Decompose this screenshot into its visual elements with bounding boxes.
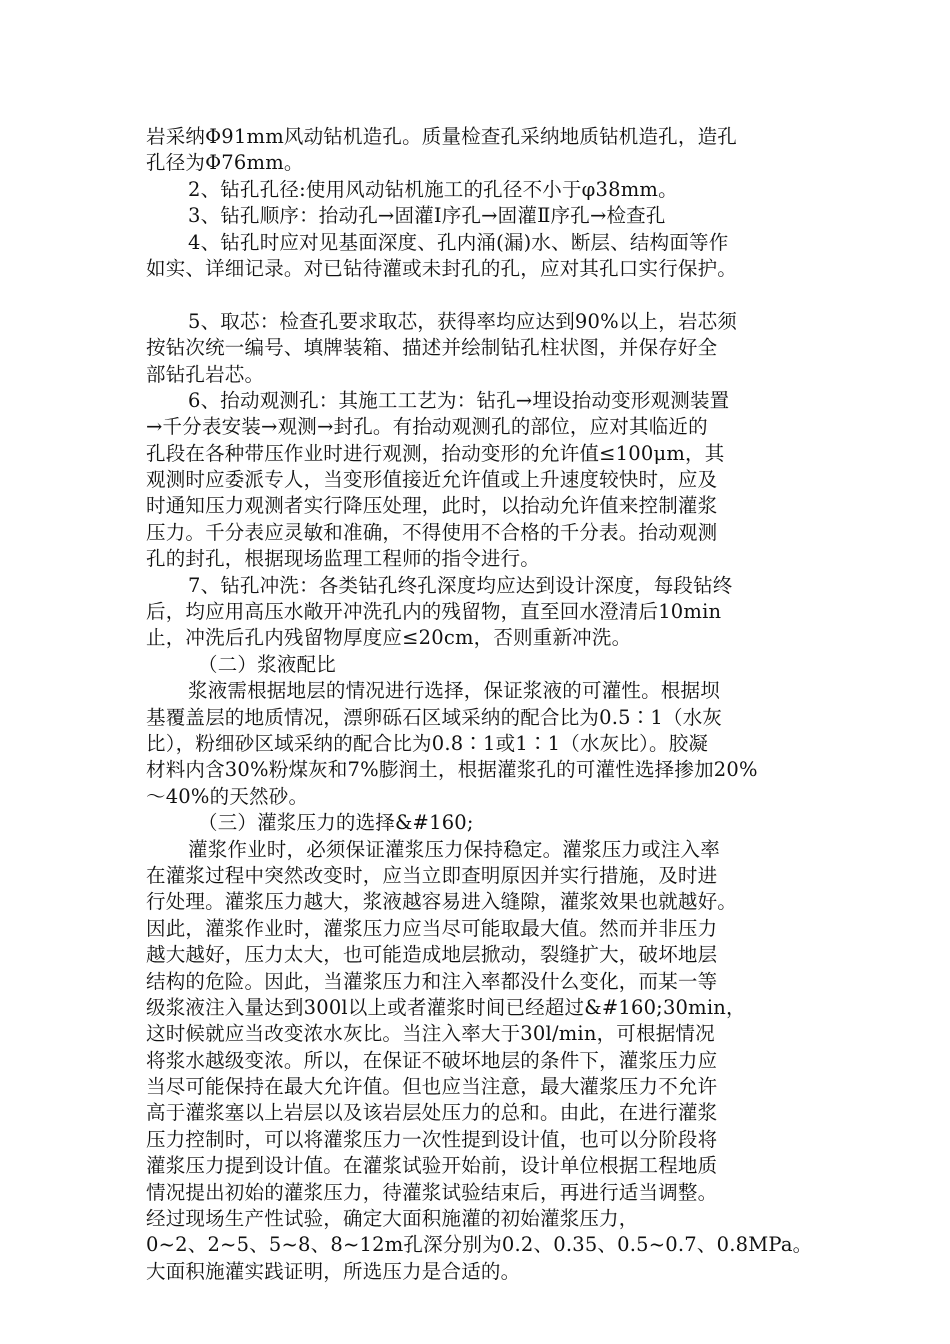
section-heading: （二）浆液配比 (198, 652, 336, 676)
body-text-line: 观测时应委派专人，当变形值接近允许值或上升速度较快时，应及 (146, 468, 718, 492)
body-text-line: 高于灌浆塞以上岩层以及该岩层处压力的总和。由此，在进行灌浆 (146, 1101, 718, 1125)
body-text-line: 级浆液注入量达到300l以上或者灌浆时间已经超过&#160;30min， (146, 995, 746, 1019)
body-text-line: 压力。千分表应灵敏和准确，不得使用不合格的千分表。抬动观测 (146, 520, 718, 544)
body-text-line: 材料内含30%粉煤灰和7%膨润土，根据灌浆孔的可灌性选择掺加20% (146, 758, 758, 782)
body-text-line: 大面积施灌实践证明，所选压力是合适的。 (146, 1259, 521, 1283)
body-text-line: →千分表安装→观测→封孔。有抬动观测孔的部位，应对其临近的 (146, 415, 708, 439)
body-text-line: 情况提出初始的灌浆压力，待灌浆试验结束后，再进行适当调整。 (146, 1180, 718, 1204)
blank-line (146, 282, 810, 308)
body-text-line: 孔径为Φ76mm。 (146, 151, 304, 175)
body-text-line: 行处理。灌浆压力越大，浆液越容易进入缝隙，灌浆效果也就越好。 (146, 890, 738, 914)
body-text-line: 6、抬动观测孔：其施工工艺为：钻孔→埋设抬动变形观测装置 (188, 388, 730, 412)
body-text-line: 4、钻孔时应对见基面深度、孔内涌(漏)水、断层、结构面等作 (188, 230, 729, 254)
body-text-line: 如实、详细记录。对已钻待灌或未封孔的孔，应对其孔口实行保护。 (146, 256, 738, 280)
body-text-line: 基覆盖层的地质情况，漂卵砾石区域采纳的配合比为0.5∶1（水灰 (146, 705, 723, 729)
body-text-line: 3、钻孔顺序：抬动孔→固灌Ⅰ序孔→固灌Ⅱ序孔→检查孔 (188, 204, 666, 228)
body-text-line: ～40%的天然砂。 (146, 784, 309, 808)
section-heading: （三）灌浆压力的选择&#160; (198, 811, 474, 835)
body-text-line: 因此，灌浆作业时，灌浆压力应当尽可能取最大值。然而并非压力 (146, 916, 718, 940)
body-text-line: 灌浆压力提到设计值。在灌浆试验开始前，设计单位根据工程地质 (146, 1154, 718, 1178)
body-text-line: 这时候就应当改变浓水灰比。当注入率大于30l/min，可根据情况 (146, 1022, 715, 1046)
body-text-line: 孔的封孔，根据现场监理工程师的指令进行。 (146, 547, 541, 571)
body-text-line: 比），粉细砂区域采纳的配合比为0.8∶1或1∶1（水灰比）。胶凝 (146, 731, 709, 755)
body-text-line: 0~2、2~5、5~8、8~12m孔深分别为0.2、0.35、0.5~0.7、0.8MPa。 (146, 1233, 813, 1257)
body-text-line: 止，冲洗后孔内残留物厚度应≤20cm，否则重新冲洗。 (146, 626, 632, 650)
body-text-line: 越大越好，压力太大，也可能造成地层掀动，裂缝扩大，破坏地层 (146, 943, 718, 967)
body-text-line: 7、钻孔冲洗：各类钻孔终孔深度均应达到设计深度，每段钻终 (188, 573, 733, 597)
body-text-line: 当尽可能保持在最大允许值。但也应当注意，最大灌浆压力不允许 (146, 1075, 718, 1099)
body-text-line: 5、取芯：检查孔要求取芯，获得率均应达到90%以上，岩芯须 (188, 309, 738, 333)
body-text-line: 在灌浆过程中突然改变时，应当立即查明原因并实行措施，及时进 (146, 863, 718, 887)
body-text-line: 2、钻孔孔径:使用风动钻机施工的孔径不小于φ38mm。 (188, 177, 678, 201)
body-text-line: 浆液需根据地层的情况进行选择，保证浆液的可灌性。根据坝 (188, 679, 720, 703)
body-text-line: 经过现场生产性试验，确定大面积施灌的初始灌浆压力， (146, 1207, 639, 1231)
body-text-line: 结构的危险。因此，当灌浆压力和注入率都没什么变化，而某一等 (146, 969, 718, 993)
body-text-line: 将浆水越级变浓。所以，在保证不破坏地层的条件下，灌浆压力应 (146, 1048, 718, 1072)
body-text-line: 后，均应用高压水敞开冲洗孔内的残留物，直至回水澄清后10min (146, 600, 722, 624)
body-text-line: 按钻次统一编号、填牌装箱、描述并绘制钻孔柱状图，并保存好全 (146, 336, 718, 360)
body-text-line: 孔段在各种带压作业时进行观测，抬动变形的允许值≤100μm，其 (146, 441, 725, 465)
body-text-line: 部钻孔岩芯。 (146, 362, 265, 386)
document-page (146, 124, 813, 1285)
body-text-line: 岩采纳Φ91mm风动钻机造孔。质量检查孔采纳地质钻机造孔，造孔 (146, 125, 737, 148)
body-text-line: 时通知压力观测者实行降压处理，此时，以抬动允许值来控制灌浆 (146, 494, 718, 518)
body-text-line: 压力控制时，可以将灌浆压力一次性提到设计值，也可以分阶段将 (146, 1127, 718, 1151)
body-text-line: 灌浆作业时，必须保证灌浆压力保持稳定。灌浆压力或注入率 (188, 837, 720, 861)
